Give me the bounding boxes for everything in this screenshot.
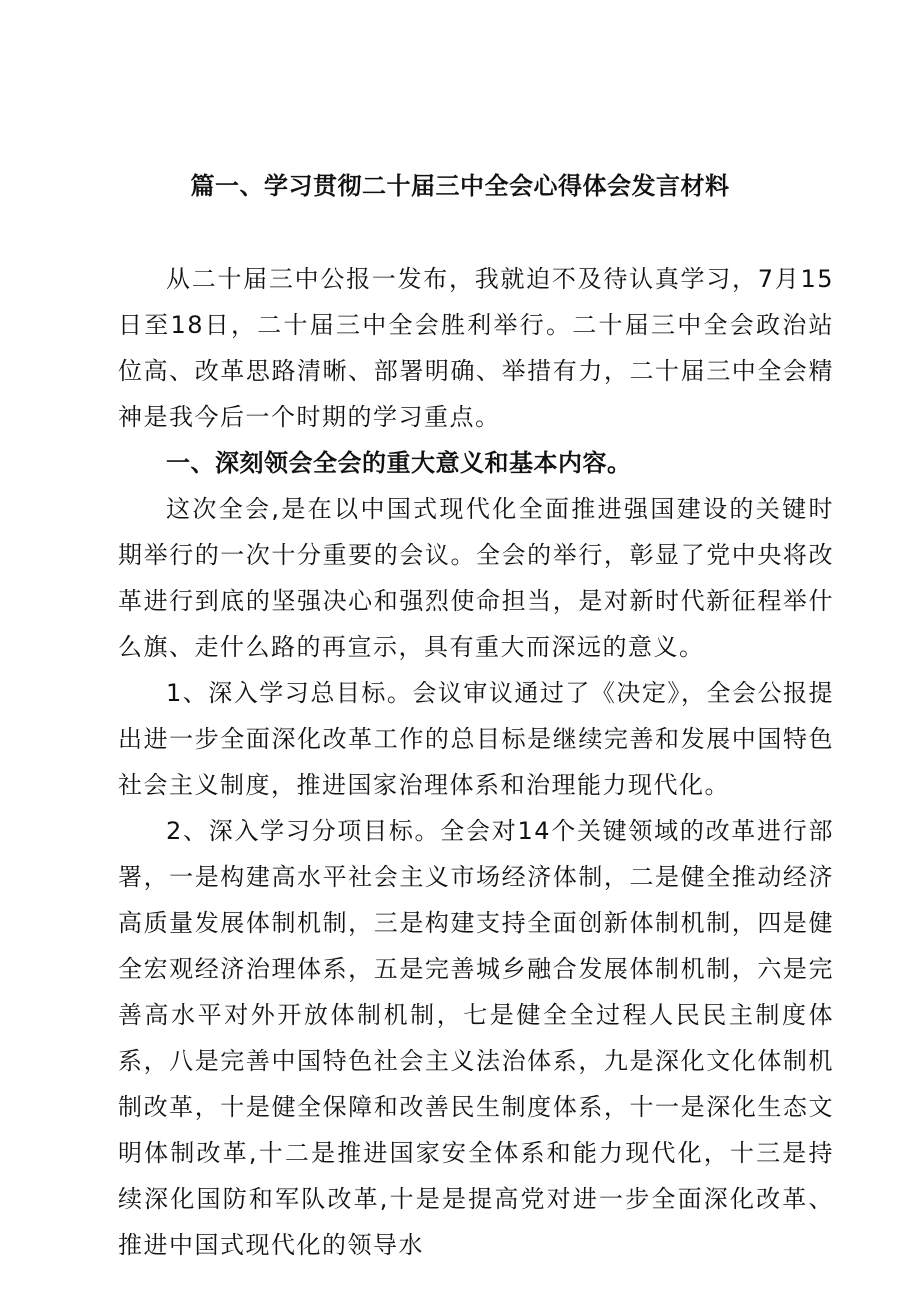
- paragraph-intro: 从二十届三中公报一发布，我就迫不及待认真学习，7月15日至18日，二十届三中全会胜利举行。二十届三中全会政治站位高、改革思路清晰、部署明确、举措有力，二十届三中全会精神是我今后一个时期的学习重点。: [118, 265, 834, 431]
- paragraph-sub-goals: 2、深入学习分项目标。全会对14个关键领域的改革进行部署，一是构建高水平社会主义市场经济体制，二是健全推动经济高质量发展体制机制，三是构建支持全面创新体制机制，四是健全宏观经济治理体系，五是完善城乡融合发展体制机制，六是完善高水平对外开放体制机制，七是健全全过程人民民主制度体系，八是完善中国特色社会主义法治体系，九是深化文化体制机制改革，十是健全保障和改善民生制度体系，十一是深化生态文明体制改革,十二是推进国家安全体系和能力现代化，十三是持续深化国防和军队改革,十是是提高党对进一步全面深化改革、推进中国式现代化的领导水: [118, 817, 834, 1259]
- section-heading-1: 一、深刻领会全会的重大意义和基本内容。: [166, 449, 632, 477]
- paragraph-overall-goal: 1、深入学习总目标。会议审议通过了《决定》，全会公报提出进一步全面深化改革工作的总目标是继续完善和发展中国特色社会主义制度，推进国家治理体系和治理能力现代化。: [118, 679, 834, 799]
- document-title: 篇一、学习贯彻二十届三中全会心得体会发言材料: [190, 172, 730, 200]
- paragraph-significance: 这次全会,是在以中国式现代化全面推进强国建设的关键时期举行的一次十分重要的会议。全会的举行，彰显了党中央将改革进行到底的坚强决心和强烈使命担当，是对新时代新征程举什么旗、走什么路的再宣示，具有重大而深远的意义。: [118, 495, 834, 661]
- document-body: [118, 256, 834, 1268]
